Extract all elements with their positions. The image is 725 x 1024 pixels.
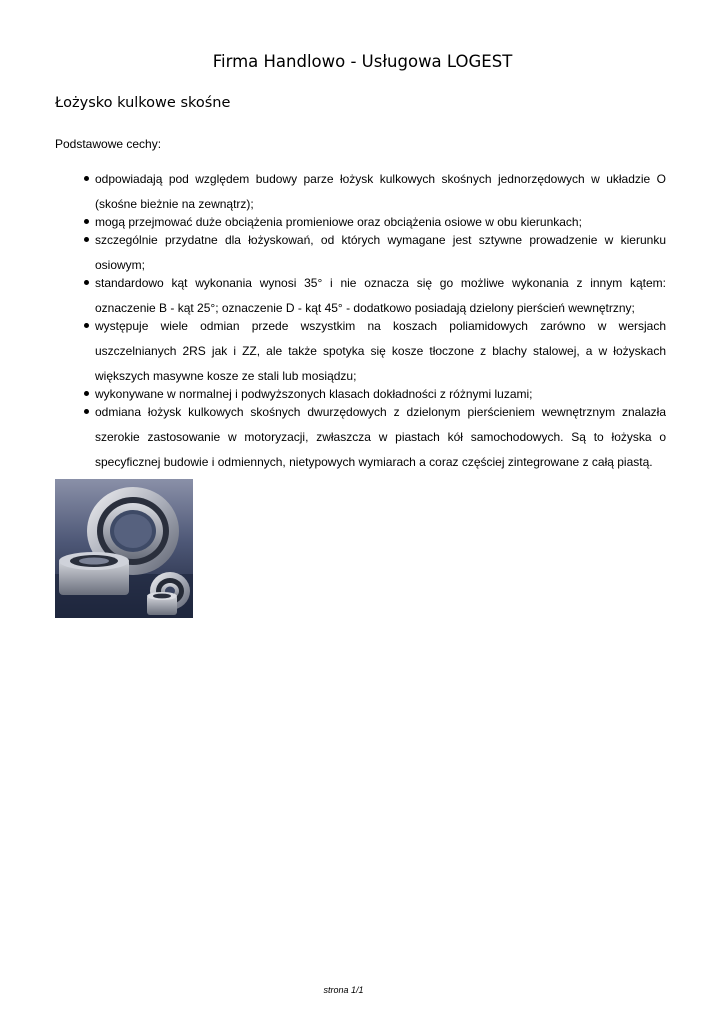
- feature-text-line: szerokie zastosowanie w motoryzacji, zwłaszcza w piastach kół samochodowych. Są to łożyska o: [95, 430, 666, 444]
- feature-item: [95, 213, 666, 231]
- feature-text-line: standardowo kąt wykonania wynosi 35° i nie oznacza się go możliwe wykonania z innym kątem:: [95, 276, 666, 290]
- bullet-icon: [84, 280, 89, 285]
- feature-text-line: odmiana łożysk kulkowych skośnych dwurzędowych z dzielonym pierścieniem wewnętrznym znalazła: [95, 405, 666, 419]
- feature-item: [95, 274, 666, 317]
- bullet-icon: [84, 323, 89, 328]
- feature-item: [95, 231, 666, 274]
- feature-text-line: wykonywane w normalnej i podwyższonych klasach dokładności z różnymi luzami;: [95, 387, 533, 401]
- features-heading: Podstawowe cechy:: [55, 137, 162, 151]
- feature-item: [95, 317, 666, 385]
- bullet-icon: [84, 237, 89, 242]
- feature-item: [95, 385, 666, 403]
- feature-text-line: specyficznej budowie i odmiennych, nietypowych wymiarach a coraz częściej zintegrowane z całą piastą.: [95, 455, 653, 469]
- page-number: strona 1/1: [323, 985, 364, 995]
- feature-text-line: większych masywne kosze ze stali lub mosiądzu;: [95, 369, 357, 383]
- feature-text-line: odpowiadają pod względem budowy parze łożysk kulkowych skośnych jednorzędowych w układzie O: [95, 172, 666, 186]
- product-title: Łożysko kulkowe skośne: [55, 95, 231, 111]
- bullet-icon: [84, 391, 89, 396]
- company-title: Firma Handlowo - Usługowa LOGEST: [212, 52, 513, 71]
- feature-text-line: osiowym;: [95, 258, 146, 272]
- bullet-icon: [84, 176, 89, 181]
- feature-text-line: uszczelnianych 2RS jak i ZZ, ale także spotyka się kosze tłoczone z blachy stalowej, a w łożyskach: [95, 344, 666, 358]
- bullet-icon: [84, 409, 89, 414]
- feature-text-line: (skośne bieżnie na zewnątrz);: [95, 197, 254, 211]
- feature-text-line: oznaczenie B - kąt 25°; oznaczenie D - kąt 45° - dodatkowo posiadają dzielony pierścień wewnętrzny;: [95, 301, 635, 315]
- feature-text-line: występuje wiele odmian przede wszystkim na koszach poliamidowych zarówno w wersjach: [95, 319, 666, 333]
- product-photo: [55, 479, 193, 618]
- feature-text-line: mogą przejmować duże obciążenia promieniowe oraz obciążenia osiowe w obu kierunkach;: [95, 215, 582, 229]
- bullet-icon: [84, 219, 89, 224]
- feature-item: [95, 170, 666, 213]
- feature-item: [95, 403, 666, 471]
- features-list: [95, 170, 666, 471]
- feature-text-line: szczególnie przydatne dla łożyskowań, od których wymagane jest sztywne prowadzenie w kierunku: [95, 233, 666, 247]
